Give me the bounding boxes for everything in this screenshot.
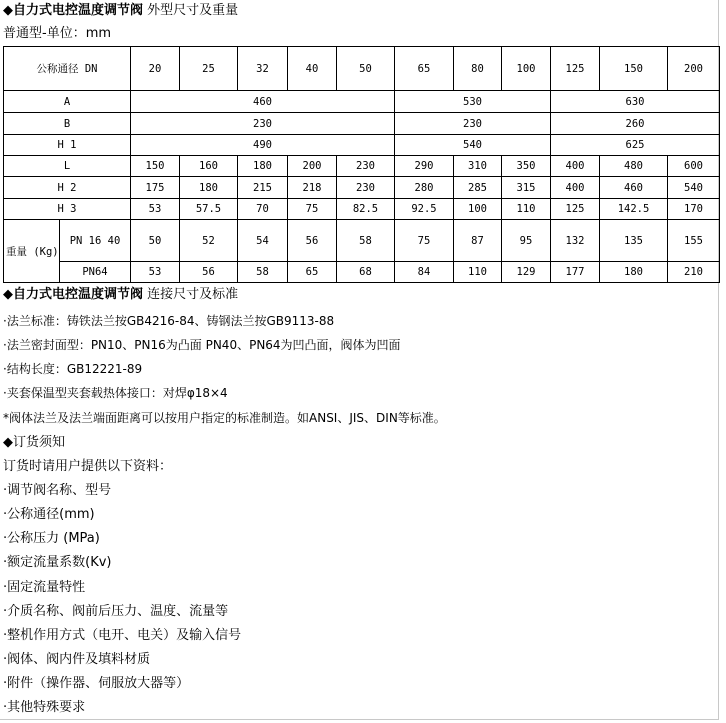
value-cell: 215 [238,177,288,199]
dn-cell: 40 [288,47,337,91]
group-cell: 630 [551,91,720,113]
value-cell: 400 [551,156,600,177]
connection-line: ·结构长度：GB12221-89 [3,362,143,376]
value-cell: 218 [288,177,337,199]
section-heading-connection: ◆自力式电控温度调节阀 连接尺寸及标准 [3,287,239,302]
row-label: H 2 [4,177,131,199]
value-cell: 84 [395,262,454,283]
value-cell: 230 [337,177,395,199]
value-cell: 110 [502,199,551,220]
connection-line: ·法兰密封面型：PN10、PN16为凸面 PN40、PN64为凹凸面，阀体为凹面 [3,338,401,352]
value-cell: 180 [238,156,288,177]
value-cell: 285 [454,177,502,199]
value-cell: 160 [180,156,238,177]
value-cell: 230 [337,156,395,177]
value-cell: 135 [600,220,668,262]
group-cell: 625 [551,135,720,156]
group-cell: 230 [395,113,551,135]
table-row-weight-pn64 [4,262,720,283]
order-intro: 订货时请用户提供以下资料： [3,459,173,474]
unit-subheading: 普通型-单位：mm [3,26,112,41]
order-line: ·公称通径(mm) [3,507,95,522]
value-cell: 68 [337,262,395,283]
value-cell: 58 [337,220,395,262]
order-line: ·额定流量系数(Kv) [3,555,112,570]
table-row-l [4,156,720,177]
value-cell: 125 [551,199,600,220]
dn-cell: 20 [131,47,180,91]
table-row-h2 [4,177,720,199]
value-cell: 110 [454,262,502,283]
order-line: ·介质名称、阀前后压力、温度、流量等 [3,604,229,619]
value-cell: 65 [288,262,337,283]
value-cell: 540 [668,177,720,199]
value-cell: 100 [454,199,502,220]
value-cell: 70 [238,199,288,220]
table-row-h1 [4,135,720,156]
table-row-b [4,113,720,135]
value-cell: 95 [502,220,551,262]
group-cell: 540 [395,135,551,156]
value-cell: 92.5 [395,199,454,220]
value-cell: 180 [180,177,238,199]
section-heading-ordering: ◆订货须知 [3,435,66,450]
value-cell: 53 [131,199,180,220]
value-cell: 87 [454,220,502,262]
value-cell: 310 [454,156,502,177]
value-cell: 200 [288,156,337,177]
table-row-weight-pn1640 [4,220,720,262]
value-cell: 350 [502,156,551,177]
table-row-h3 [4,199,720,220]
pressure-label: PN 16 40 [60,220,131,262]
table-row-dn [4,47,720,91]
dn-cell: 150 [600,47,668,91]
value-cell: 315 [502,177,551,199]
value-cell: 82.5 [337,199,395,220]
value-cell: 155 [668,220,720,262]
value-cell: 280 [395,177,454,199]
value-cell: 132 [551,220,600,262]
row-label: A [4,91,131,113]
value-cell: 180 [600,262,668,283]
row-label: L [4,156,131,177]
value-cell: 210 [668,262,720,283]
dn-cell: 32 [238,47,288,91]
order-line: ·附件（操作器、伺服放大器等） [3,676,190,691]
value-cell: 170 [668,199,720,220]
group-cell: 490 [131,135,395,156]
dn-cell: 65 [395,47,454,91]
section-heading-dimensions: ◆自力式电控温度调节阀 外型尺寸及重量 [3,3,239,18]
row-label: H 1 [4,135,131,156]
value-cell: 52 [180,220,238,262]
connection-line: *阀体法兰及法兰端面距离可以按用户指定的标准制造。如ANSI、JIS、DIN等标准。 [3,411,446,425]
value-cell: 460 [600,177,668,199]
value-cell: 56 [180,262,238,283]
value-cell: 50 [131,220,180,262]
value-cell: 175 [131,177,180,199]
value-cell: 129 [502,262,551,283]
row-label: B [4,113,131,135]
order-line: ·整机作用方式（电开、电关）及输入信号 [3,628,242,643]
value-cell: 56 [288,220,337,262]
row-label: H 3 [4,199,131,220]
group-cell: 230 [131,113,395,135]
dn-cell: 25 [180,47,238,91]
value-cell: 290 [395,156,454,177]
value-cell: 600 [668,156,720,177]
dimension-weight-table [3,46,720,283]
dn-cell: 100 [502,47,551,91]
dn-cell: 200 [668,47,720,91]
table-row-a [4,91,720,113]
weight-label: 重量 (Kg) [4,220,60,283]
order-line: ·固定流量特性 [3,580,86,595]
group-cell: 530 [395,91,551,113]
order-line: ·调节阀名称、型号 [3,483,112,498]
value-cell: 75 [395,220,454,262]
dn-cell: 125 [551,47,600,91]
value-cell: 177 [551,262,600,283]
value-cell: 57.5 [180,199,238,220]
value-cell: 480 [600,156,668,177]
group-cell: 260 [551,113,720,135]
dn-cell: 50 [337,47,395,91]
value-cell: 142.5 [600,199,668,220]
value-cell: 75 [288,199,337,220]
order-line: ·公称压力 (MPa) [3,531,100,546]
order-line: ·其他特殊要求 [3,700,86,715]
value-cell: 150 [131,156,180,177]
value-cell: 53 [131,262,180,283]
connection-line: ·法兰标准：铸铁法兰按GB4216-84、铸钢法兰按GB9113-88 [3,314,335,328]
value-cell: 400 [551,177,600,199]
value-cell: 54 [238,220,288,262]
group-cell: 460 [131,91,395,113]
pressure-label: PN64 [60,262,131,283]
value-cell: 58 [238,262,288,283]
dn-header-cell: 公称通径 DN [4,47,131,91]
order-line: ·阀体、阀内件及填料材质 [3,652,151,667]
connection-line: ·夹套保温型夹套载热体接口：对焊φ18×4 [3,386,228,400]
dn-cell: 80 [454,47,502,91]
